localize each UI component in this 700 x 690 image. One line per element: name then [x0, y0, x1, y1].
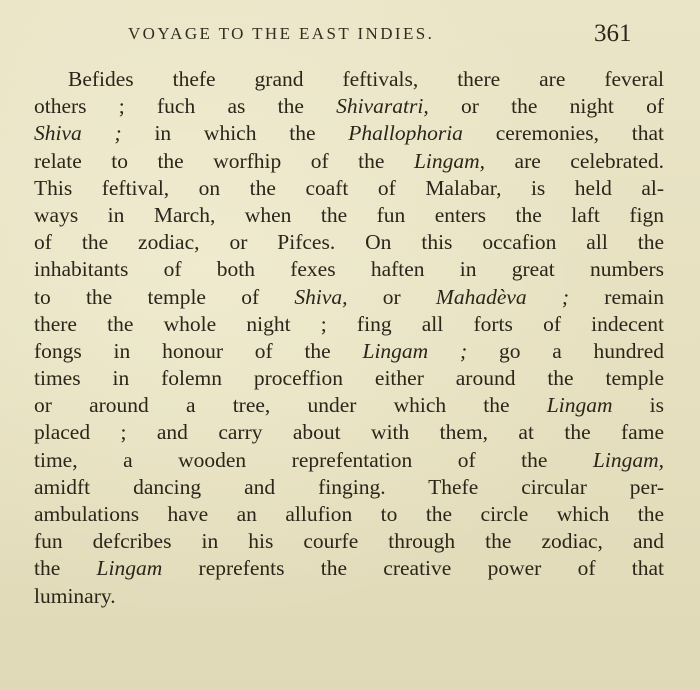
text-run: placed ; and carry about with them, at the fame	[34, 420, 664, 445]
text-run: the	[34, 556, 97, 581]
text-line	[34, 229, 664, 256]
text-run: to the temple of	[34, 284, 295, 309]
text-run: This feftival, on the coaft of Malabar, is held al-	[34, 175, 664, 200]
text-line	[34, 338, 664, 365]
text-run: or the night of	[428, 94, 664, 119]
italic-term: Shiva,	[294, 284, 348, 309]
text-run: relate to the worfhip of the	[34, 148, 414, 173]
text-run: reprefents the creative power of that	[162, 556, 664, 581]
italic-term: Shivaratri,	[336, 94, 429, 119]
text-line	[34, 284, 664, 311]
text-run: in which the	[121, 121, 349, 146]
text-line	[34, 392, 664, 419]
italic-term: Mahadèva ;	[435, 284, 570, 309]
text-run: others ; fuch as the	[34, 94, 337, 119]
text-line	[34, 148, 664, 175]
italic-term: Phallophoria	[348, 121, 463, 146]
text-run: inhabitants of both fexes haften in great numbers	[34, 257, 664, 282]
text-line	[34, 202, 664, 229]
text-line	[34, 474, 664, 501]
italic-term: Shiva ;	[34, 121, 122, 146]
text-run: go a hundred	[467, 338, 664, 363]
text-line	[34, 555, 664, 582]
italic-term: Lingam,	[413, 148, 486, 173]
text-line	[34, 256, 664, 283]
text-line	[34, 93, 664, 120]
text-run: fun defcribes in his courfe through the zodiac, and	[34, 529, 664, 554]
text-line	[34, 66, 664, 93]
text-line	[34, 447, 664, 474]
text-run: ways in March, when the fun enters the laft fign	[34, 202, 664, 227]
text-line	[34, 528, 664, 555]
text-run: ambulations have an allufion to the circle which the	[34, 502, 664, 526]
text-line	[34, 419, 664, 446]
text-run: or	[347, 284, 436, 309]
text-line	[34, 583, 664, 610]
text-run: luminary.	[34, 583, 116, 608]
italic-term: Lingam	[96, 556, 163, 581]
text-line	[34, 175, 664, 202]
text-line	[34, 311, 664, 338]
page-number: 361	[594, 20, 632, 47]
text-run: or around a tree, under which the	[34, 393, 547, 418]
text-run: ceremonies, that	[462, 121, 664, 146]
text-run: is	[612, 393, 665, 418]
text-run: time, a wooden reprefentation of the	[34, 447, 593, 472]
text-run: Befides thefe grand feftivals, there are feveral	[68, 67, 664, 91]
text-run: there the whole night ; fing all forts of indecent	[34, 311, 664, 336]
italic-term: Lingam,	[592, 447, 664, 472]
text-line	[34, 365, 664, 392]
text-run: times in folemn proceffion either around the temple	[34, 366, 664, 391]
text-line	[34, 501, 664, 528]
text-run: remain	[569, 284, 664, 309]
italic-term: Lingam	[546, 393, 613, 418]
text-run: of the zodiac, or Pifces. On this occafion all the	[34, 230, 664, 255]
body-paragraph	[34, 66, 664, 610]
running-head	[0, 20, 700, 50]
italic-term: Lingam ;	[362, 338, 468, 363]
text-run: amidft dancing and finging. Thefe circular per-	[34, 474, 664, 499]
text-run: are celebrated.	[485, 148, 664, 173]
text-line	[34, 120, 664, 147]
text-run: fongs in honour of the	[34, 338, 363, 363]
running-title: VOYAGE TO THE EAST INDIES.	[128, 24, 435, 43]
